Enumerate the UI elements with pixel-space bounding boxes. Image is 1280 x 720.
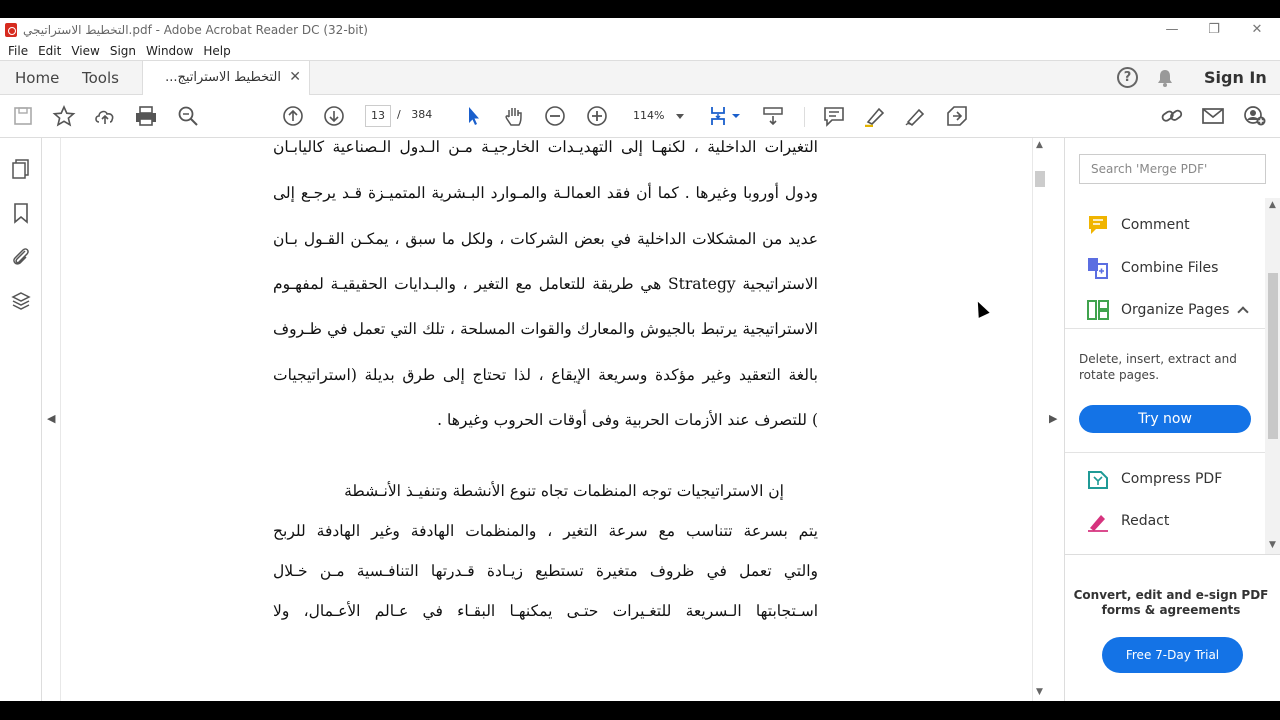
tools-search-input[interactable]: Search 'Merge PDF' [1079, 154, 1266, 184]
redact-icon [1087, 510, 1109, 532]
share-tag-icon[interactable] [945, 105, 969, 127]
chevron-down-icon [676, 114, 684, 119]
tool-combine-files[interactable]: Combine Files [1087, 256, 1218, 280]
document-line: عديد من المشكلات الداخلية في بعض الشركات ، ولكل ما سبق ، يمكـن القـول بـان [273, 230, 818, 248]
document-line: الاستراتيجية Strategy هي طريقة للتعامل مع التغير ، والبـدايات الحقيقيـة لمفهـوم [273, 275, 818, 293]
cloud-upload-icon[interactable] [93, 105, 117, 127]
minimize-button[interactable]: — [1165, 22, 1179, 37]
screen-bottom-border [0, 701, 1280, 720]
menu-sign[interactable]: Sign [109, 43, 137, 58]
link-icon[interactable] [1160, 105, 1184, 127]
document-viewport[interactable] [42, 138, 1064, 701]
organize-pages-icon [1087, 299, 1109, 321]
menu-bar [0, 41, 1280, 60]
window-title: التخطيط الاستراتيجي.pdf - Adobe Acrobat Reader DC (32-bit) [23, 22, 368, 37]
tab-document-label: التخطيط الاستراتيج... [165, 70, 281, 85]
tools-scrollbar-thumb[interactable] [1268, 273, 1278, 439]
free-trial-button[interactable]: Free 7-Day Trial [1102, 637, 1243, 673]
window-titlebar [0, 18, 1280, 41]
page-number-input[interactable]: 13 [365, 105, 391, 127]
star-icon[interactable] [52, 105, 76, 127]
zoom-out-icon[interactable] [543, 105, 567, 127]
highlight-pen-icon[interactable] [863, 105, 887, 127]
main-toolbar [0, 95, 1280, 138]
tool-comment[interactable]: Comment [1087, 213, 1190, 237]
bell-icon[interactable] [1157, 69, 1173, 87]
select-cursor-icon[interactable] [461, 105, 485, 127]
zoom-level-select[interactable]: 114% [623, 105, 690, 127]
email-icon[interactable] [1201, 105, 1225, 127]
hand-tool-icon[interactable] [502, 105, 526, 127]
sign-in-button[interactable]: Sign In [1204, 68, 1267, 87]
document-scrollbar[interactable] [1032, 138, 1046, 701]
tool-compress-pdf[interactable]: Compress PDF [1087, 467, 1222, 491]
divider [1065, 452, 1265, 453]
document-line: بالغة التعقيد وغير مؤكدة وسريعة الإيقاع ، لذا تحتاج إلى طرق بديلة (استراتيجيات [273, 366, 818, 384]
tools-scrollbar[interactable] [1265, 198, 1280, 554]
page-display-icon[interactable] [708, 105, 744, 127]
add-user-icon[interactable] [1242, 105, 1266, 127]
page-total: / 384 [397, 108, 433, 121]
promo-text: Convert, edit and e-sign PDF forms & agreements [1073, 588, 1269, 617]
scroll-mode-icon[interactable] [761, 105, 785, 127]
tool-organize-pages[interactable]: Organize Pages [1087, 298, 1247, 322]
document-line: التغيرات الداخلية ، لكنهـا إلى التهديـدات الخارجيـة مـن الـدول الـصناعية كاليابـان [273, 138, 818, 156]
print-icon[interactable] [134, 105, 158, 127]
chevron-up-icon[interactable] [1238, 306, 1249, 317]
tab-document[interactable] [142, 61, 310, 96]
try-now-button[interactable]: Try now [1079, 405, 1251, 433]
restore-button[interactable]: ❐ [1208, 22, 1220, 37]
acrobat-app-icon [5, 23, 17, 37]
left-navigation-rail [0, 138, 42, 701]
compress-pdf-icon [1087, 468, 1109, 490]
tools-pane [1064, 138, 1280, 701]
scrollbar-thumb[interactable] [1035, 171, 1045, 187]
pdf-page [60, 138, 1032, 701]
zoom-in-icon[interactable] [585, 105, 609, 127]
document-line: إن الاستراتيجيات توجه المنظمات تجاه تنوع الأنشطة وتنفيـذ الأنـشطة [344, 482, 784, 500]
menu-edit[interactable]: Edit [38, 43, 62, 58]
save-icon[interactable] [11, 105, 35, 127]
document-line: ) للتصرف عند الأزمات الحربية وفى أوقات الحروب وغيرها . [437, 411, 818, 429]
tab-home[interactable]: Home [15, 69, 60, 87]
menu-view[interactable]: View [71, 43, 100, 58]
close-button[interactable]: ✕ [1251, 22, 1263, 37]
menu-window[interactable]: Window [146, 43, 194, 58]
menu-help[interactable]: Help [203, 43, 231, 58]
scroll-down-icon[interactable]: ▼ [1036, 687, 1043, 697]
scroll-down-icon[interactable]: ▼ [1269, 540, 1276, 550]
collapse-left-panel-icon[interactable]: ◀ [47, 412, 56, 425]
document-line: الاستراتيجية يرتبط بالجيوش والمعارك والقوات المسلحة ، تلك التي تعمل في ظـروف [273, 320, 818, 338]
organize-pages-description: Delete, insert, extract and rotate pages. [1079, 352, 1237, 382]
attachment-icon[interactable] [11, 245, 31, 267]
next-page-icon[interactable] [322, 105, 346, 127]
comment-icon[interactable] [822, 105, 846, 127]
page-thumbnails-icon[interactable] [11, 158, 31, 180]
sign-pen-icon[interactable] [904, 105, 928, 127]
toolbar-divider [804, 107, 805, 127]
screen-top-border [0, 0, 1280, 18]
previous-page-icon[interactable] [281, 105, 305, 127]
comment-tool-icon [1087, 214, 1109, 236]
layers-icon[interactable] [11, 290, 31, 312]
menu-file[interactable]: File [8, 43, 29, 58]
document-line: يتم بسرعة تتناسب مع سرعة التغير ، والمنظمات الهادفة وغير الهادفة للربح [273, 522, 818, 540]
document-line: والتي تعمل في ظروف متغيرة تستطيع زيـادة قـدرتها التنافـسية مـن خـلال [273, 562, 818, 580]
bookmark-icon[interactable] [11, 202, 31, 224]
tab-tools[interactable]: Tools [82, 69, 119, 87]
promo-area [1065, 554, 1280, 701]
tool-redact[interactable]: Redact [1087, 509, 1169, 533]
divider [1065, 328, 1265, 329]
document-line: اسـتجابتها الـسريعة للتغـيرات حتـى يمكنهـا البقـاء في عـالم الأعـمال، ولا [273, 602, 818, 620]
tab-close-icon[interactable]: ✕ [289, 69, 301, 85]
tab-bar [0, 60, 1280, 95]
combine-files-icon [1087, 257, 1109, 279]
scroll-up-icon[interactable]: ▲ [1036, 140, 1043, 150]
scroll-up-icon[interactable]: ▲ [1269, 200, 1276, 210]
document-line: ودول أوروبا وغيرها . كما أن فقد العمالـة والمـوارد البـشرية المتميـزة قـد يرجـع إلى [273, 184, 818, 202]
help-icon[interactable]: ? [1117, 67, 1138, 88]
zoom-search-icon[interactable] [176, 105, 200, 127]
collapse-right-panel-icon[interactable]: ▶ [1049, 412, 1058, 425]
